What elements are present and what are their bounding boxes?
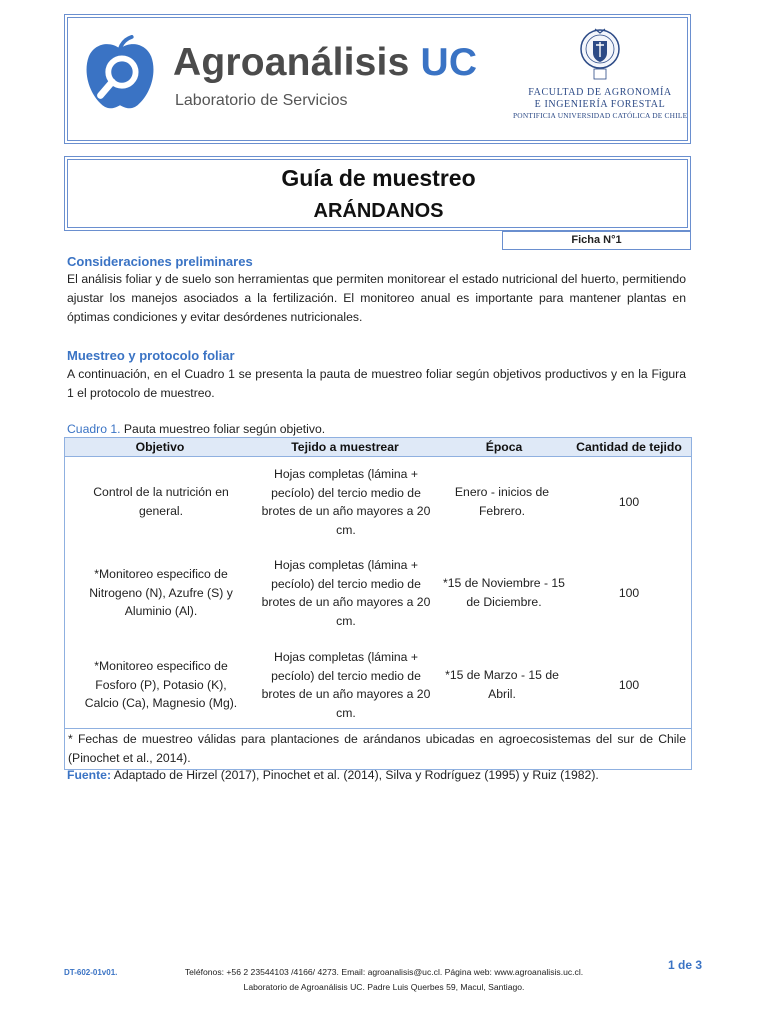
table-cell-tejido: Hojas completas (lámina + pecíolo) del tercio medio de brotes de un año mayores a 20 cm. xyxy=(261,558,431,628)
header-box xyxy=(64,14,691,144)
document-title: Guía de muestreo xyxy=(281,165,476,191)
apple-magnifier-logo-icon xyxy=(81,35,159,113)
brand-name: Agroanálisis UC xyxy=(173,41,478,84)
university-name: PONTIFICIA UNIVERSIDAD CATÓLICA DE CHILE xyxy=(513,111,688,120)
document-crop: ARÁNDANOS xyxy=(313,200,444,222)
column-header-epoca: Época xyxy=(485,440,523,454)
footer-contact: Teléfonos: +56 2 23544103 /4166/ 4273. Email: agroanalisis@uc.cl. Página web: www.agroanalisis.uc.cl. xyxy=(184,967,584,977)
column-header-cantidad: Cantidad de tejido xyxy=(576,440,682,454)
column-header-tejido: Tejido a muestrear xyxy=(291,440,399,454)
source-text: Adaptado de Hirzel (2017), Pinochet et al. (2014), Silva y Rodríguez (1995) y Ruiz (1982). xyxy=(111,768,599,782)
table-cell-objetivo: *Monitoreo especifico de Nitrogeno (N), Azufre (S) y Aluminio (Al). xyxy=(89,567,233,618)
ficha-number: Ficha N°1 xyxy=(502,231,691,250)
document-code: DT-602-01v01. xyxy=(64,968,118,977)
table-header-row xyxy=(65,438,691,457)
column-header-objetivo: Objetivo xyxy=(135,440,185,454)
table-cell-tejido: Hojas completas (lámina + pecíolo) del tercio medio de brotes de un año mayores a 20 cm. xyxy=(261,467,431,537)
paragraph-foliar: A continuación, en el Cuadro 1 se presenta la pauta de muestreo foliar según objetivos productivos y en la Figura 1 el protocolo de muestreo. xyxy=(67,367,686,400)
brand-accent: UC xyxy=(420,41,478,84)
table-cell-objetivo: *Monitoreo especifico de Fosforo (P), Potasio (K), Calcio (Ca), Magnesio (Mg). xyxy=(84,659,238,710)
table-cell-epoca: *15 de Marzo - 15 de Abril. xyxy=(445,668,559,701)
caption-text: Pauta muestreo foliar según objetivo. xyxy=(120,422,326,436)
table-cell-objetivo: Control de la nutrición en general. xyxy=(93,485,229,518)
footer-address: Laboratorio de Agroanálisis UC. Padre Luis Querbes 59, Macul, Santiago. xyxy=(243,982,525,992)
table-cell-epoca: Enero - inicios de Febrero. xyxy=(454,485,550,518)
table-cell-cantidad: 100 xyxy=(618,586,640,600)
section-heading-foliar: Muestreo y protocolo foliar xyxy=(67,348,235,363)
paragraph-preliminares: El análisis foliar y de suelo son herramientas que permiten monitorear el estado nutricional del huerto, permitiendo ajustar los manejos asociados a la fertilización. El monitoreo anual es importante para mantener plantas en óptimas condiciones y evitar desórdenes nutricionales. xyxy=(67,272,686,324)
source-label: Fuente: xyxy=(67,768,112,782)
table-cell-cantidad: 100 xyxy=(618,678,640,692)
table-caption xyxy=(67,422,325,436)
brand-subtitle: Laboratorio de Servicios xyxy=(175,92,348,109)
section-heading-preliminares: Consideraciones preliminares xyxy=(67,254,253,269)
title-box xyxy=(64,156,691,231)
table-cell-tejido: Hojas completas (lámina + pecíolo) del tercio medio de brotes de un año mayores a 20 cm. xyxy=(261,650,431,720)
caption-label: Cuadro 1. xyxy=(67,422,121,436)
university-crest-icon xyxy=(579,27,621,81)
table-cell-epoca: *15 de Noviembre - 15 de Diciembre. xyxy=(443,576,565,609)
table-footnote-row xyxy=(65,728,691,769)
table-footnote: * Fechas de muestreo válidas para plantaciones de arándanos ubicadas en agroecosistemas del sur de Chile (Pinochet et al., 2014). xyxy=(68,732,686,765)
faculty-name-line2: E INGENIERÍA FORESTAL xyxy=(534,99,666,110)
sampling-table xyxy=(64,437,692,770)
page-number: 1 de 3 xyxy=(668,958,703,972)
table-source xyxy=(67,768,599,782)
faculty-name-line1: FACULTAD DE AGRONOMÍA xyxy=(528,87,672,98)
table-cell-cantidad: 100 xyxy=(618,495,640,509)
